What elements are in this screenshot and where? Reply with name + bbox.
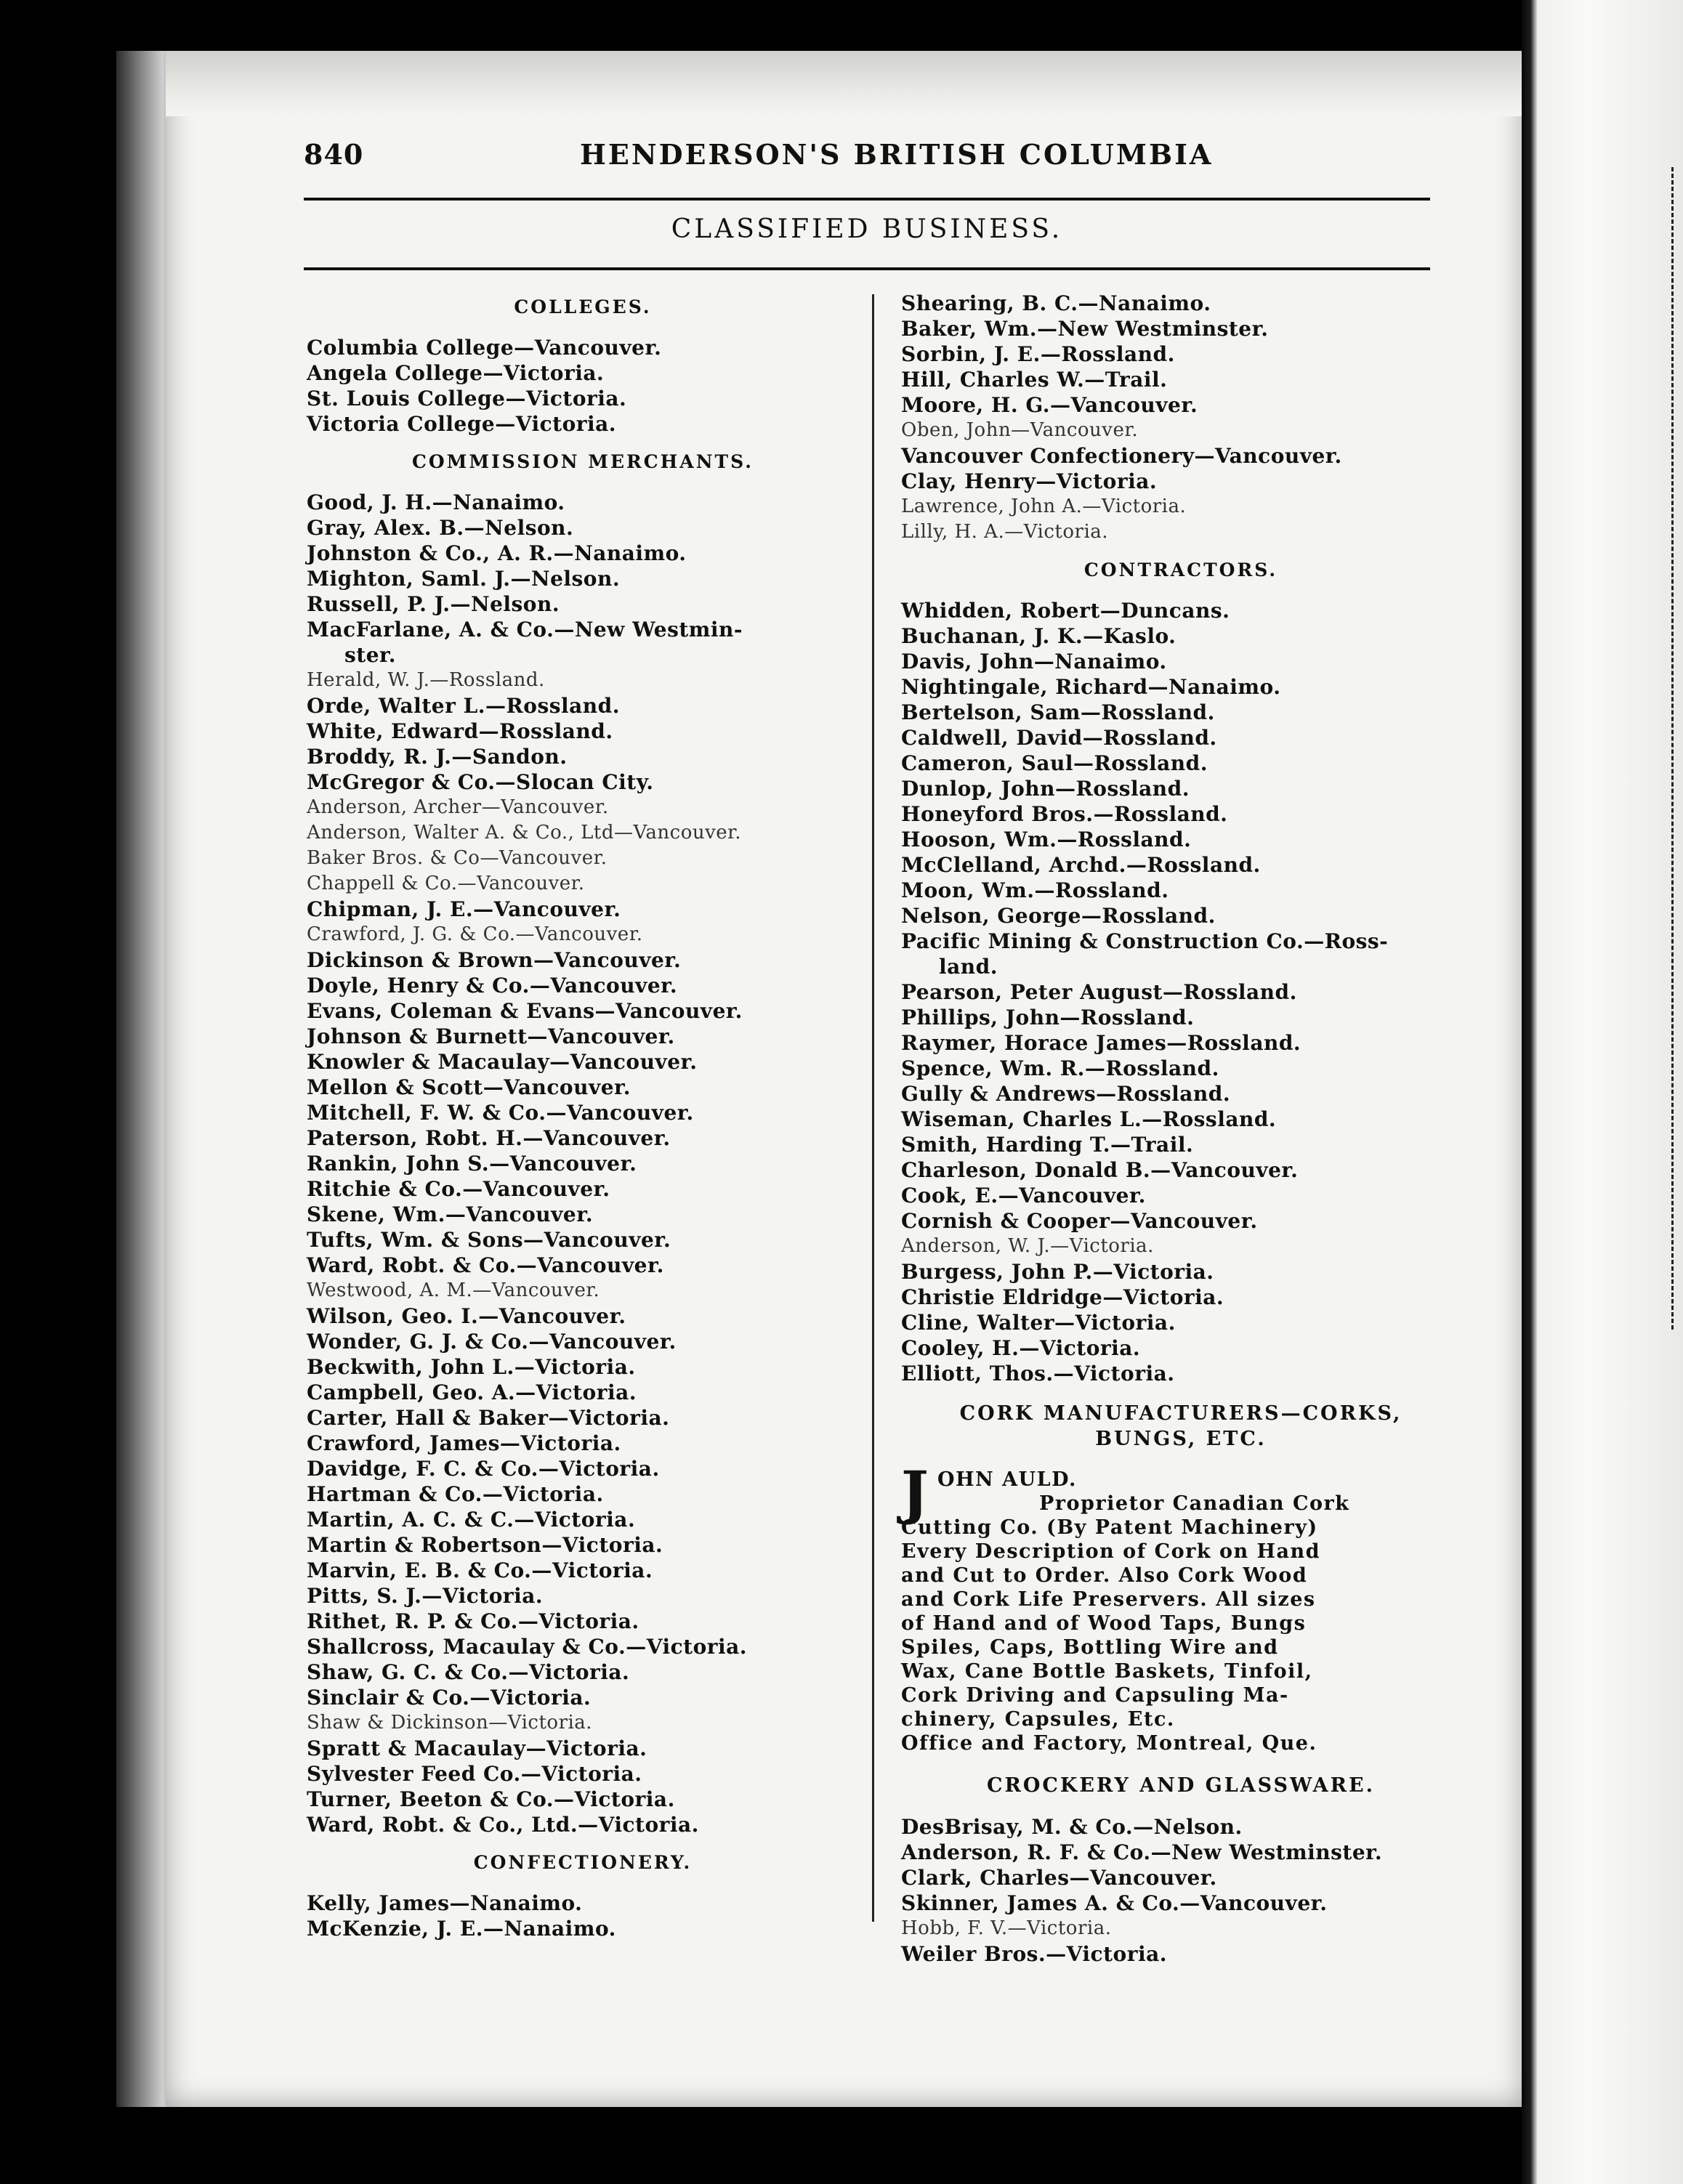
list-item: Anderson, W. J.—Victoria. (901, 1235, 1154, 1257)
list-item: Shearing, B. C.—Nanaimo. (901, 291, 1211, 315)
running-title: HENDERSON'S BRITISH COLUMBIA (580, 138, 1214, 171)
column-divider (872, 294, 874, 1922)
list-item: Mitchell, F. W. & Co.—Vancouver. (307, 1101, 694, 1125)
list-item: Davis, John—Nanaimo. (901, 650, 1167, 674)
category-heading-commission-merchants: COMMISSION MERCHANTS. (411, 451, 754, 472)
contractors-list (901, 598, 1461, 1386)
list-item: Sorbin, J. E.—Rossland. (901, 342, 1175, 366)
list-item: Whidden, Robert—Duncans. (901, 599, 1230, 623)
advertisement-line: Wax, Cane Bottle Baskets, Tinfoil, (901, 1660, 1313, 1683)
category-heading-cork-manufacturers-line2: BUNGS, ETC. (1095, 1428, 1267, 1450)
list-item: Davidge, F. C. & Co.—Victoria. (307, 1457, 660, 1481)
list-item: Ward, Robt. & Co., Ltd.—Victoria. (307, 1813, 699, 1837)
advertisement-line: OHN AULD. (937, 1468, 1077, 1491)
confectionery-continued-list (901, 291, 1461, 545)
list-item: Martin & Robertson—Victoria. (307, 1533, 663, 1557)
list-item: Campbell, Geo. A.—Victoria. (307, 1380, 637, 1404)
list-item: Pacific Mining & Construction Co.—Ross- (901, 929, 1389, 953)
list-item: Ward, Robt. & Co.—Vancouver. (307, 1253, 664, 1277)
category-heading-colleges: COLLEGES. (514, 296, 652, 318)
list-item: McKenzie, J. E.—Nanaimo. (307, 1917, 616, 1941)
list-item: Gully & Andrews—Rossland. (901, 1082, 1231, 1106)
section-heading: CLASSIFIED BUSINESS. (671, 214, 1063, 244)
list-item: Cook, E.—Vancouver. (901, 1184, 1146, 1208)
list-item: Lilly, H. A.—Victoria. (901, 521, 1109, 543)
list-item: White, Edward—Rossland. (307, 719, 613, 743)
adjacent-page-text-edge (1671, 167, 1682, 1330)
confectionery-list (307, 1890, 859, 1941)
list-item: MacFarlane, A. & Co.—New Westmin- (307, 618, 743, 642)
list-item: Moore, H. G.—Vancouver. (901, 393, 1198, 417)
list-item: Caldwell, David—Rossland. (901, 726, 1217, 750)
list-item: Sylvester Feed Co.—Victoria. (307, 1762, 642, 1786)
list-item: Clay, Henry—Victoria. (901, 469, 1158, 493)
list-item: Cooley, H.—Victoria. (901, 1336, 1141, 1360)
list-item: Vancouver Confectionery—Vancouver. (901, 444, 1342, 468)
list-item: Christie Eldridge—Victoria. (901, 1285, 1224, 1309)
list-item: Dunlop, John—Rossland. (901, 777, 1190, 801)
list-item: Rankin, John S.—Vancouver. (307, 1152, 637, 1176)
list-item: Phillips, John—Rossland. (901, 1006, 1195, 1030)
list-item: Turner, Beeton & Co.—Victoria. (307, 1787, 675, 1811)
colleges-list (307, 335, 859, 437)
list-item: Carter, Hall & Baker—Victoria. (307, 1406, 670, 1430)
category-heading-contractors: CONTRACTORS. (1083, 559, 1278, 581)
list-item: Gray, Alex. B.—Nelson. (307, 516, 574, 540)
advertisement-line: and Cut to Order. Also Cork Wood (901, 1564, 1308, 1587)
list-item: Spratt & Macaulay—Victoria. (307, 1736, 647, 1760)
list-item: Johnson & Burnett—Vancouver. (307, 1024, 675, 1048)
list-item: Wilson, Geo. I.—Vancouver. (307, 1304, 626, 1328)
list-item: Doyle, Henry & Co.—Vancouver. (307, 974, 678, 998)
advertisement-line: chinery, Capsules, Etc. (901, 1708, 1175, 1731)
list-item: Good, J. H.—Nanaimo. (307, 490, 565, 514)
list-item: Baker Bros. & Co—Vancouver. (307, 847, 608, 869)
list-item: Paterson, Robt. H.—Vancouver. (307, 1126, 671, 1150)
list-item: Anderson, Archer—Vancouver. (307, 796, 609, 818)
list-item: St. Louis College—Victoria. (307, 387, 627, 410)
list-item: Russell, P. J.—Nelson. (307, 592, 560, 616)
list-item: Cameron, Saul—Rossland. (901, 751, 1208, 775)
list-item: Ritchie & Co.—Vancouver. (307, 1177, 610, 1201)
list-item: Mighton, Saml. J.—Nelson. (307, 567, 621, 591)
list-item: Shaw, G. C. & Co.—Victoria. (307, 1660, 630, 1684)
list-item: Rithet, R. P. & Co.—Victoria. (307, 1609, 639, 1633)
list-item: Burgess, John P.—Victoria. (901, 1260, 1214, 1284)
advertisement-line: Every Description of Cork on Hand (901, 1540, 1321, 1563)
list-item: Beckwith, John L.—Victoria. (307, 1355, 636, 1379)
list-item: Chappell & Co.—Vancouver. (307, 873, 585, 894)
list-item: Victoria College—Victoria. (307, 412, 617, 436)
list-item: Westwood, A. M.—Vancouver. (307, 1279, 600, 1301)
list-item: Anderson, Walter A. & Co., Ltd—Vancouver. (307, 822, 742, 844)
advertisement-line: and Cork Life Preservers. All sizes (901, 1588, 1316, 1611)
list-item: Johnston & Co., A. R.—Nanaimo. (307, 541, 687, 565)
list-item-continuation: land. (939, 955, 998, 979)
list-item: Shallcross, Macaulay & Co.—Victoria. (307, 1635, 748, 1659)
list-item: Pitts, S. J.—Victoria. (307, 1584, 544, 1608)
list-item: Bertelson, Sam—Rossland. (901, 700, 1215, 724)
list-item: Smith, Harding T.—Trail. (901, 1133, 1194, 1157)
list-item: Weiler Bros.—Victoria. (901, 1942, 1167, 1966)
list-item: Wiseman, Charles L.—Rossland. (901, 1107, 1277, 1131)
page-top-edge (166, 51, 1525, 116)
advertisement-dropcap: J (901, 1458, 930, 1526)
list-item: Nelson, George—Rossland. (901, 904, 1216, 928)
list-item: Hooson, Wm.—Rossland. (901, 828, 1192, 852)
list-item: Raymer, Horace James—Rossland. (901, 1031, 1301, 1055)
running-header (304, 138, 1430, 182)
list-item: Evans, Coleman & Evans—Vancouver. (307, 999, 743, 1023)
list-item: Honeyford Bros.—Rossland. (901, 802, 1228, 826)
list-item: Hill, Charles W.—Trail. (901, 368, 1168, 392)
list-item: Crawford, James—Victoria. (307, 1431, 621, 1455)
category-heading-crockery: CROCKERY AND GLASSWARE. (986, 1774, 1376, 1797)
list-item: Sinclair & Co.—Victoria. (307, 1686, 592, 1710)
list-item: McClelland, Archd.—Rossland. (901, 853, 1261, 877)
list-item: Charleson, Donald B.—Vancouver. (901, 1158, 1299, 1182)
list-item: Lawrence, John A.—Victoria. (901, 496, 1187, 517)
advertisement-john-auld (901, 1458, 1461, 1755)
list-item: DesBrisay, M. & Co.—Nelson. (901, 1815, 1243, 1839)
list-item: Moon, Wm.—Rossland. (901, 878, 1169, 902)
left-column (307, 291, 859, 1941)
list-item: Columbia College—Vancouver. (307, 336, 662, 360)
advertisement-line: Cutting Co. (By Patent Machinery) (901, 1516, 1318, 1539)
right-column (901, 291, 1461, 1967)
list-item: Anderson, R. F. & Co.—New Westminster. (901, 1840, 1383, 1864)
adjacent-page-edge (1525, 0, 1683, 2184)
list-item: Cornish & Cooper—Vancouver. (901, 1209, 1258, 1233)
category-heading-confectionery: CONFECTIONERY. (473, 1852, 693, 1873)
list-item: McGregor & Co.—Slocan City. (307, 770, 654, 794)
list-item: Martin, A. C. & C.—Victoria. (307, 1508, 636, 1532)
commission-merchants-list (307, 490, 859, 1837)
advertisement-line: Spiles, Caps, Bottling Wire and (901, 1636, 1279, 1659)
list-item-continuation: ster. (344, 643, 396, 667)
list-item: Wonder, G. J. & Co.—Vancouver. (307, 1330, 677, 1354)
category-heading-cork-manufacturers: CORK MANUFACTURERS—CORKS, (959, 1402, 1402, 1425)
advertisement-line: Cork Driving and Capsuling Ma- (901, 1684, 1289, 1707)
list-item: Hartman & Co.—Victoria. (307, 1482, 604, 1506)
list-item: Buchanan, J. K.—Kaslo. (901, 624, 1177, 648)
list-item: Chipman, J. E.—Vancouver. (307, 897, 621, 921)
advertisement-line: Office and Factory, Montreal, Que. (901, 1732, 1317, 1755)
list-item: Orde, Walter L.—Rossland. (307, 694, 620, 718)
list-item: Shaw & Dickinson—Victoria. (307, 1712, 593, 1734)
list-item: Pearson, Peter August—Rossland. (901, 980, 1297, 1004)
list-item: Angela College—Victoria. (307, 361, 605, 385)
list-item: Baker, Wm.—New Westminster. (901, 317, 1269, 341)
list-item: Marvin, E. B. & Co.—Victoria. (307, 1558, 653, 1582)
page-number: 840 (304, 138, 364, 171)
advertisement-line: of Hand and of Wood Taps, Bungs (901, 1612, 1307, 1635)
list-item: Mellon & Scott—Vancouver. (307, 1075, 631, 1099)
list-item: Clark, Charles—Vancouver. (901, 1866, 1217, 1890)
list-item: Kelly, James—Nanaimo. (307, 1891, 583, 1915)
list-item: Herald, W. J.—Rossland. (307, 669, 545, 691)
list-item: Skene, Wm.—Vancouver. (307, 1202, 594, 1226)
list-item: Dickinson & Brown—Vancouver. (307, 948, 682, 972)
list-item: Skinner, James A. & Co.—Vancouver. (901, 1891, 1328, 1915)
list-item: Broddy, R. J.—Sandon. (307, 745, 568, 769)
list-item: Elliott, Thos.—Victoria. (901, 1362, 1175, 1386)
list-item: Hobb, F. V.—Victoria. (901, 1917, 1112, 1939)
section-rule (304, 267, 1430, 270)
list-item: Tufts, Wm. & Sons—Vancouver. (307, 1228, 671, 1252)
list-item: Crawford, J. G. & Co.—Vancouver. (307, 923, 643, 945)
crockery-list (901, 1814, 1461, 1967)
list-item: Oben, John—Vancouver. (901, 419, 1139, 441)
list-item: Cline, Walter—Victoria. (901, 1311, 1176, 1335)
header-rule (304, 198, 1430, 201)
list-item: Knowler & Macaulay—Vancouver. (307, 1050, 698, 1074)
list-item: Nightingale, Richard—Nanaimo. (901, 675, 1281, 699)
advertisement-line: Proprietor Canadian Cork (1039, 1492, 1350, 1515)
list-item: Spence, Wm. R.—Rossland. (901, 1056, 1219, 1080)
